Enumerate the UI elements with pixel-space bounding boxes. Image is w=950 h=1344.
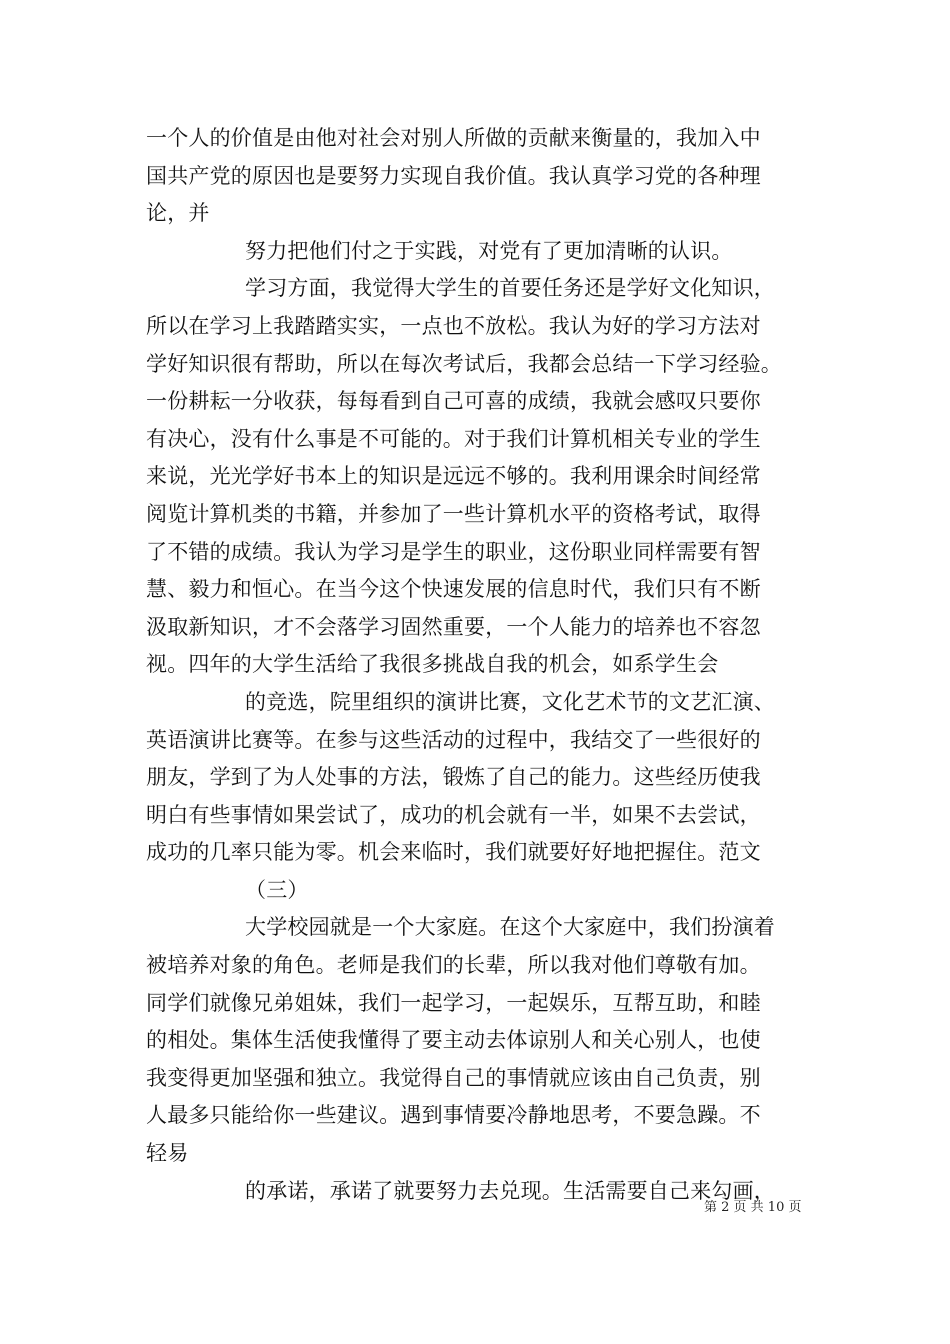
text-line: 同学们就像兄弟姐妹，我们一起学习，一起娱乐，互帮互助，和睦 (146, 990, 761, 1015)
text-line: 国共产党的原因也是要努力实现自我价值。我认真学习党的各种理 (146, 163, 761, 188)
text-line: 的相处。集体生活使我懂得了要主动去体谅别人和关心别人，也使 (146, 1028, 761, 1053)
text-line: 学习方面，我觉得大学生的首要任务还是学好文化知识， (245, 276, 775, 301)
text-line: 论，并 (146, 201, 210, 226)
page-footer: 第 2 页 共 10 页 (704, 1200, 802, 1215)
text-line: （三） (245, 877, 309, 902)
text-line: 一个人的价值是由他对社会对别人所做的贡献来衡量的，我加入中 (146, 126, 761, 150)
text-line: 有决心，没有什么事是不可能的。对于我们计算机相关专业的学生 (146, 426, 761, 451)
text-line: 学好知识很有帮助，所以在每次考试后，我都会总结一下学习经验。 (146, 351, 782, 376)
text-line: 明白有些事情如果尝试了，成功的机会就有一半，如果不去尝试， (146, 802, 761, 827)
text-line: 努力把他们付之于实践，对党有了更加清晰的认识。 (245, 238, 733, 263)
text-line: 的承诺，承诺了就要努力去兑现。生活需要自己来勾画， (245, 1178, 775, 1203)
text-line: 成功的几率只能为零。机会来临时，我们就要好好地把握住。范文 (146, 840, 761, 865)
text-line: 汲取新知识，才不会落学习固然重要，一个人能力的培养也不容忽 (146, 614, 761, 639)
text-line: 阅览计算机类的书籍，并参加了一些计算机水平的资格考试，取得 (146, 501, 761, 526)
document-body (146, 120, 816, 1210)
text-line: 轻易 (146, 1141, 189, 1166)
text-line: 所以在学习上我踏踏实实，一点也不放松。我认为好的学习方法对 (146, 313, 761, 338)
text-line: 我变得更加坚强和独立。我觉得自己的事情就应该由自己负责，别 (146, 1065, 761, 1090)
text-line: 了不错的成绩。我认为学习是学生的职业，这份职业同样需要有智 (146, 539, 761, 564)
text-line: 大学校园就是一个大家庭。在这个大家庭中，我们扮演着 (245, 915, 775, 940)
text-line: 慧、毅力和恒心。在当今这个快速发展的信息时代，我们只有不断 (146, 577, 761, 602)
text-line: 来说，光光学好书本上的知识是远远不够的。我利用课余时间经常 (146, 464, 761, 489)
text-line: 的竞选，院里组织的演讲比赛，文化艺术节的文艺汇演、 (245, 689, 775, 714)
text-line: 朋友，学到了为人处事的方法，锻炼了自己的能力。这些经历使我 (146, 765, 761, 790)
text-line: 视。四年的大学生活给了我很多挑战自我的机会，如系学生会 (146, 652, 719, 677)
text-line: 人最多只能给你一些建议。遇到事情要冷静地思考，不要急躁。不 (146, 1103, 761, 1128)
text-line: 一份耕耘一分收获，每每看到自己可喜的成绩，我就会感叹只要你 (146, 389, 761, 414)
text-line: 英语演讲比赛等。在参与这些活动的过程中，我结交了一些很好的 (146, 727, 761, 752)
text-line: 被培养对象的角色。老师是我们的长辈，所以我对他们尊敬有加。 (146, 953, 761, 978)
